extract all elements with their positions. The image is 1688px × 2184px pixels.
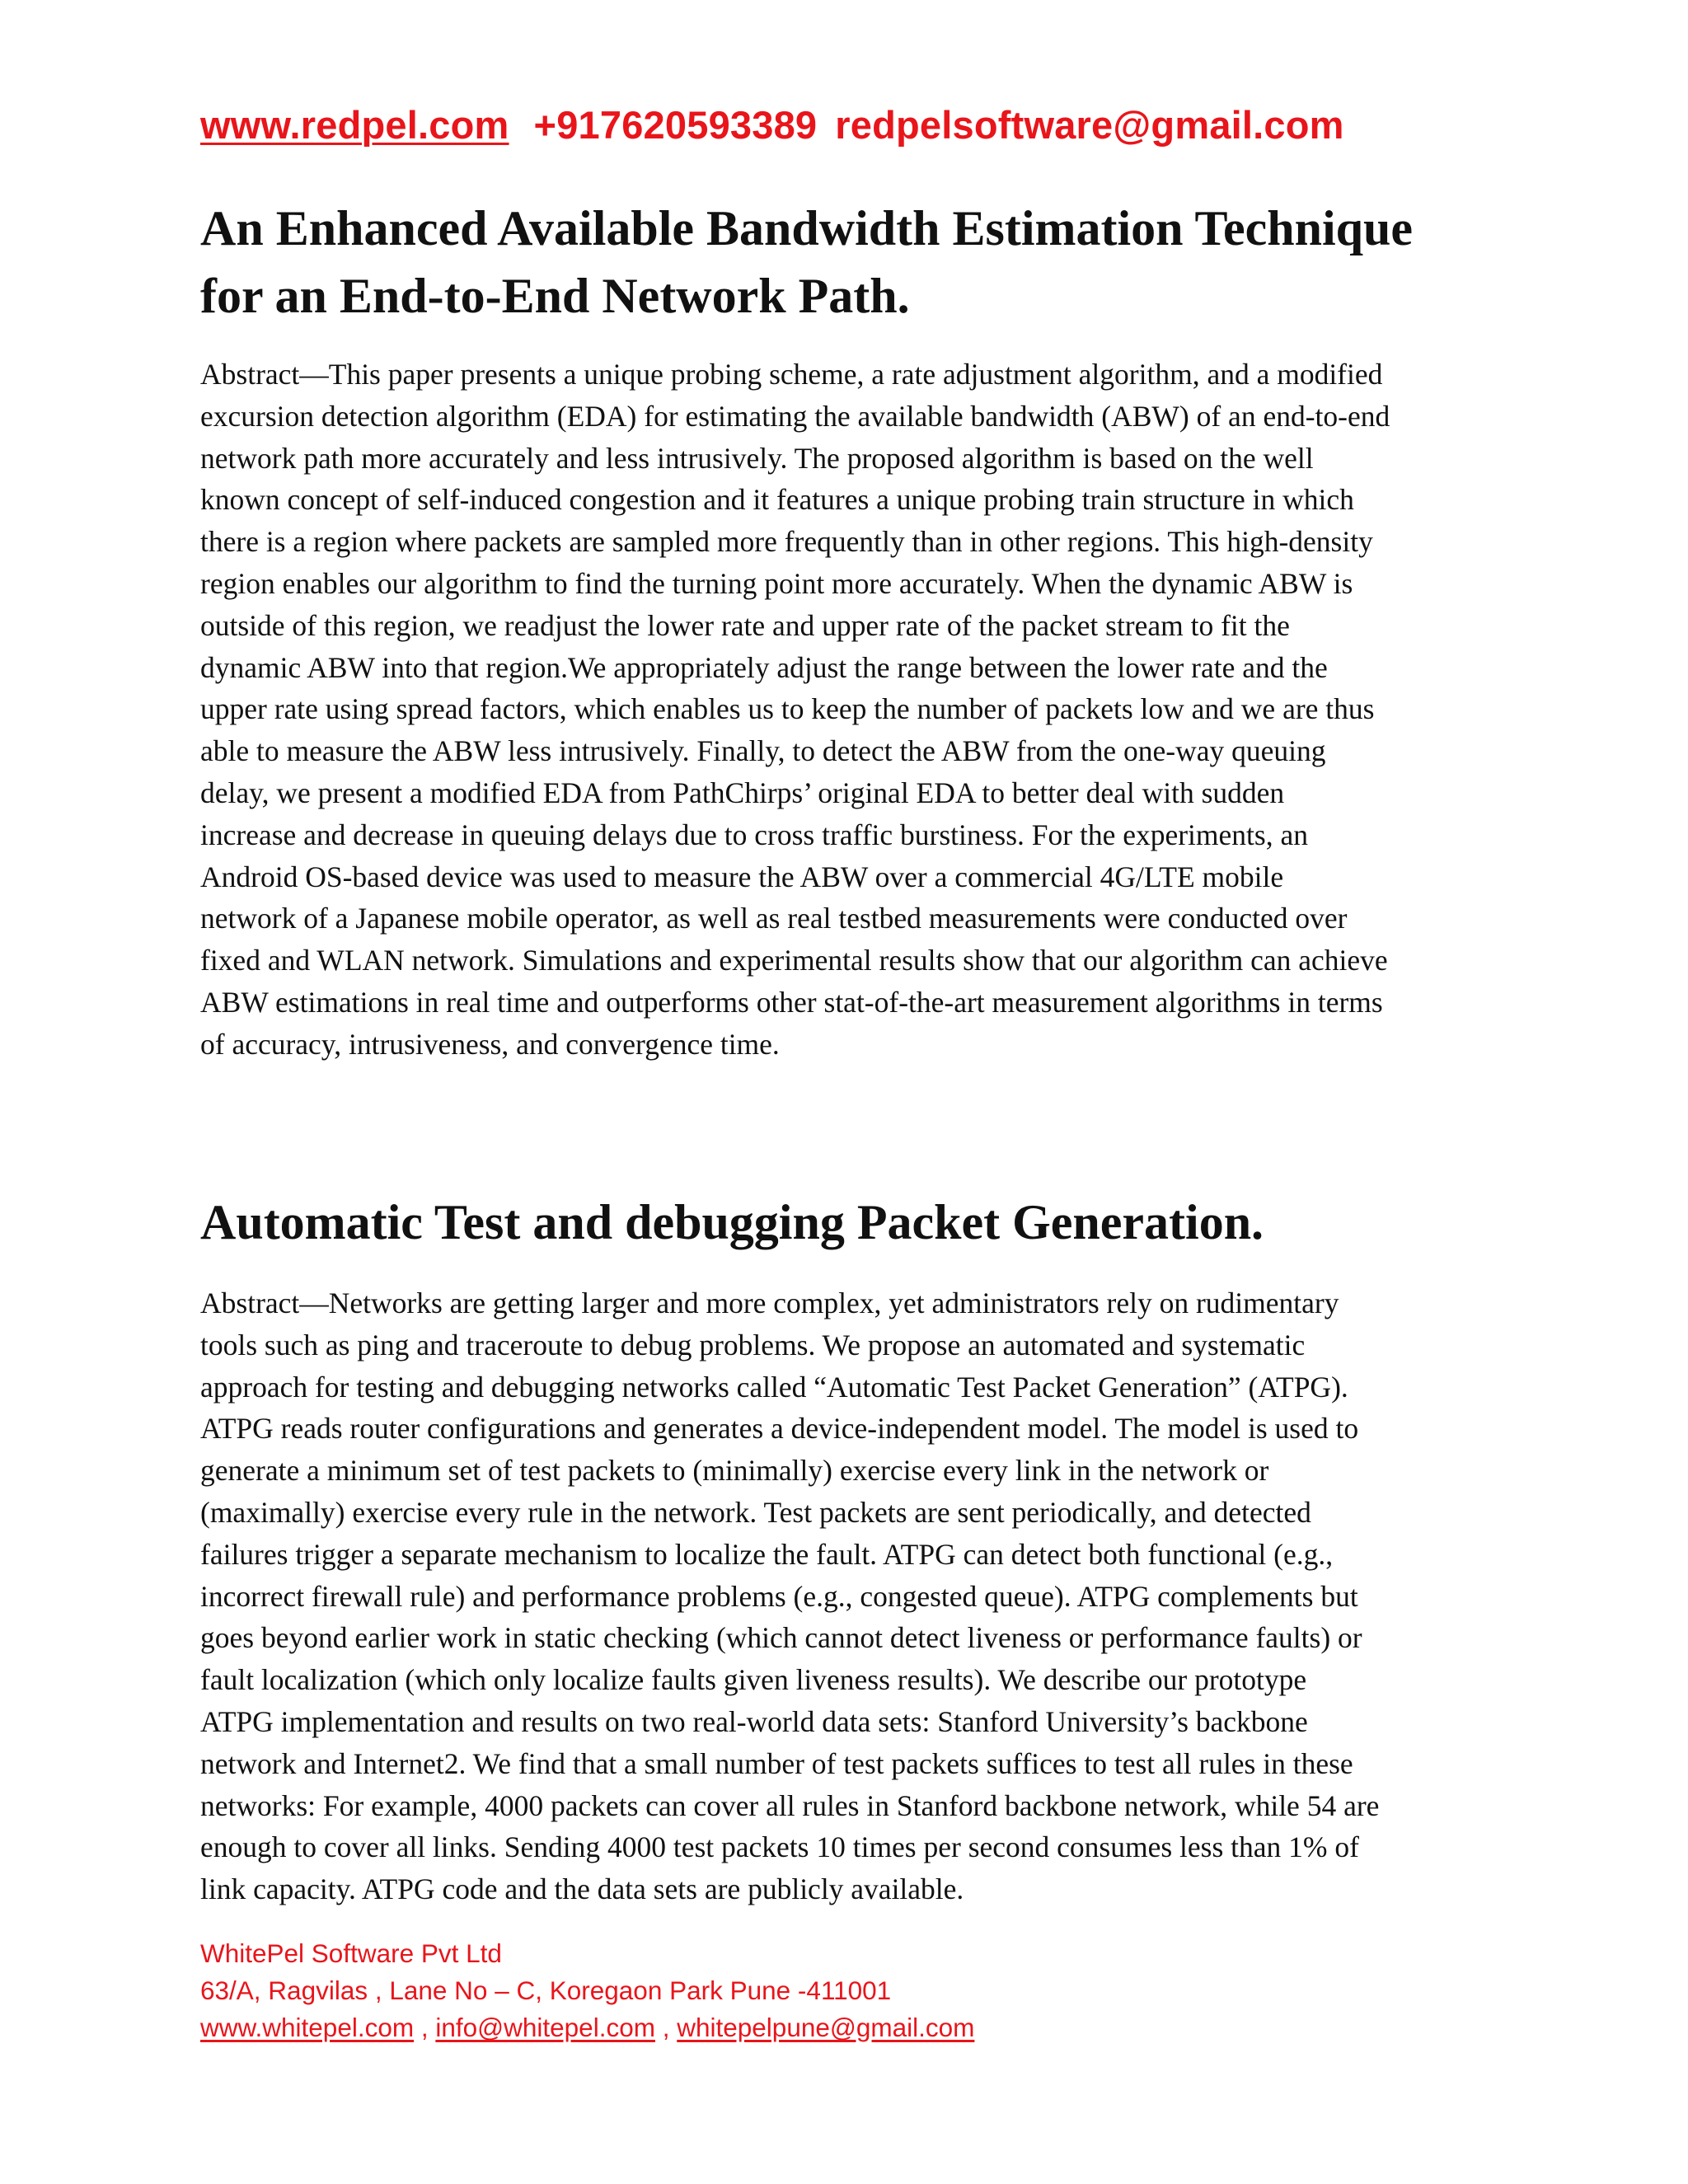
paper-1-title-line-2: for an End-to-End Network Path. (200, 269, 910, 323)
footer-separator: , (414, 2013, 436, 2042)
paper-2-title-line-1: Automatic Test and debugging Packet Generation. (200, 1195, 1264, 1249)
contact-header (200, 102, 1344, 148)
abstract-line: delay, we present a modified EDA from PathChirps’ original EDA to better deal with sudden (200, 776, 1285, 809)
footer-address: 63/A, Ragvilas , Lane No – C, Koregaon Park Pune -411001 (200, 1975, 892, 2005)
abstract-line: known concept of self-induced congestion and it features a unique probing train structure in which (200, 483, 1354, 517)
footer-separator: , (654, 2013, 678, 2042)
header-email: redpelsoftware@gmail.com (835, 103, 1344, 147)
abstract-line: (maximally) exercise every rule in the network. Test packets are sent periodically, and detected (200, 1495, 1311, 1529)
abstract-line: Android OS-based device was used to measure the ABW over a commercial 4G/LTE mobile (200, 860, 1284, 893)
abstract-line: network of a Japanese mobile operator, as well as real testbed measurements were conducted over (200, 902, 1348, 935)
abstract-line: network path more accurately and less intrusively. The proposed algorithm is based on the well (200, 441, 1314, 475)
paper-1-title (200, 194, 1503, 330)
abstract-line: of accuracy, intrusiveness, and convergence time. (200, 1027, 780, 1061)
pune-email-link[interactable]: whitepelpune@gmail.com (677, 2013, 975, 2042)
abstract-line: failures trigger a separate mechanism to localize the fault. ATPG can detect both functional (e.g., (200, 1537, 1334, 1571)
abstract-line: excursion detection algorithm (EDA) for estimating the available bandwidth (ABW) of an end-to-end (200, 399, 1390, 433)
abstract-line: link capacity. ATPG code and the data sets are publicly available. (200, 1872, 964, 1906)
abstract-line: Abstract—Networks are getting larger and more complex, yet administrators rely on rudimentary (200, 1286, 1339, 1319)
abstract-line: there is a region where packets are sampled more frequently than in other regions. This high-density (200, 525, 1373, 559)
abstract-line: ABW estimations in real time and outperforms other stat-of-the-art measurement algorithms in terms (200, 985, 1383, 1019)
paper-1-abstract (200, 354, 1503, 1066)
abstract-line: network and Internet2. We find that a small number of test packets suffices to test all rules in these (200, 1746, 1353, 1780)
header-phone: +917620593389 (533, 103, 818, 147)
abstract-line: dynamic ABW into that region.We appropriately adjust the range between the lower rate and the (200, 650, 1328, 684)
abstract-line: networks: For example, 4000 packets can cover all rules in Stanford backbone network, while 54 are (200, 1788, 1380, 1822)
abstract-line: region enables our algorithm to find the turning point more accurately. When the dynamic ABW is (200, 566, 1353, 600)
paper-2-abstract (200, 1282, 1503, 1910)
paper-2-title (200, 1188, 1503, 1256)
paper-1-title-line-1: An Enhanced Available Bandwidth Estimation Technique (200, 201, 1413, 255)
abstract-line: fault localization (which only localize faults given liveness results). We describe our prototype (200, 1663, 1307, 1697)
abstract-line: generate a minimum set of test packets to (minimally) exercise every link in the network or (200, 1454, 1269, 1488)
abstract-line: upper rate using spread factors, which enables us to keep the number of packets low and we are thus (200, 692, 1375, 726)
redpel-website-link[interactable]: www.redpel.com (200, 103, 509, 147)
info-email-link[interactable]: info@whitepel.com (435, 2013, 655, 2042)
footer-company-name: WhitePel Software Pvt Ltd (200, 1938, 502, 1968)
abstract-line: ATPG implementation and results on two real-world data sets: Stanford University’s backbone (200, 1704, 1308, 1738)
abstract-line: incorrect firewall rule) and performance problems (e.g., congested queue). ATPG complements but (200, 1579, 1358, 1613)
abstract-line: Abstract—This paper presents a unique probing scheme, a rate adjustment algorithm, and a modified (200, 358, 1383, 391)
footer-links (200, 2009, 974, 2046)
abstract-line: goes beyond earlier work in static checking (which cannot detect liveness or performance faults) or (200, 1621, 1362, 1655)
abstract-line: fixed and WLAN network. Simulations and experimental results show that our algorithm can achieve (200, 944, 1388, 977)
whitepel-website-link[interactable]: www.whitepel.com (200, 2013, 415, 2042)
abstract-line: able to measure the ABW less intrusively. Finally, to detect the ABW from the one-way queuing (200, 734, 1326, 768)
abstract-line: tools such as ping and traceroute to debug problems. We propose an automated and systematic (200, 1328, 1306, 1361)
abstract-line: ATPG reads router configurations and generates a device-independent model. The model is used to (200, 1412, 1359, 1446)
abstract-line: enough to cover all links. Sending 4000 test packets 10 times per second consumes less than 1% of (200, 1830, 1359, 1864)
abstract-line: increase and decrease in queuing delays due to cross traffic burstiness. For the experiments, an (200, 818, 1308, 851)
company-footer (200, 1935, 974, 2046)
abstract-line: approach for testing and debugging networks called “Automatic Test Packet Generation” (ATPG). (200, 1370, 1348, 1404)
abstract-line: outside of this region, we readjust the lower rate and upper rate of the packet stream to fit the (200, 608, 1290, 642)
